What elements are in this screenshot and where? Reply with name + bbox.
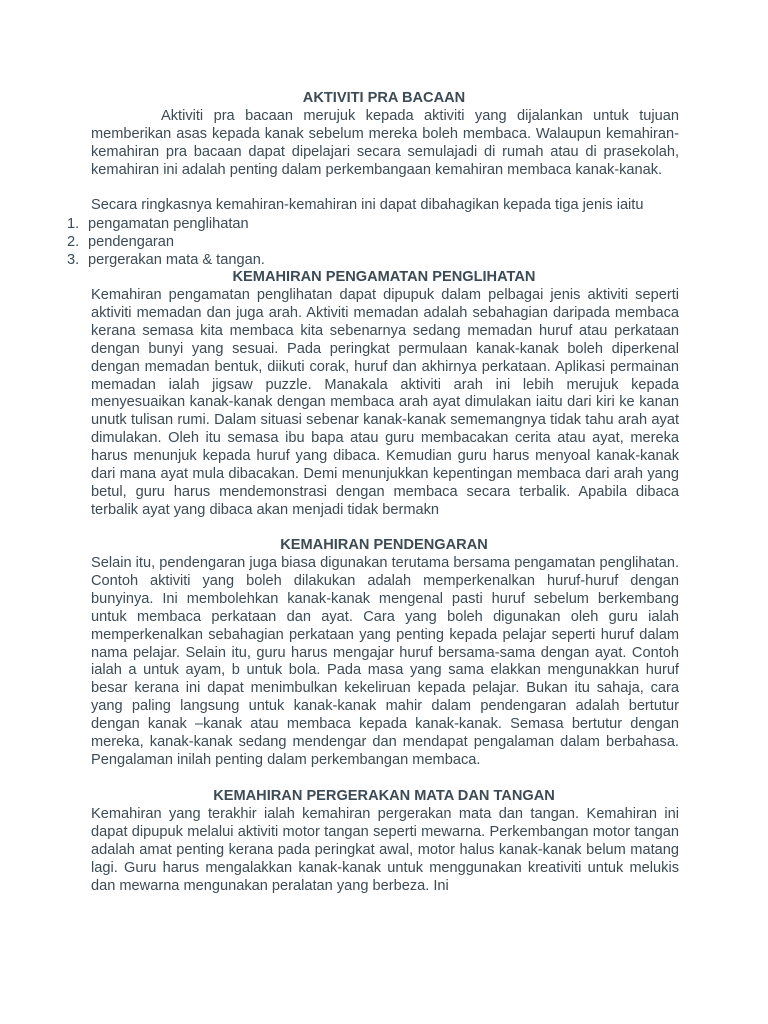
section-body-auditory: Selain itu, pendengaran juga biasa digunakan terutama bersama pengamatan penglihatan. Contoh aktiviti yang boleh dilakukan adalah memperkenalkan huruf-huruf dengan bunyinya. Ini membolehkan kanak-kanak mengenal pasti huruf sebelum berkembang untuk membaca perkataan dan ayat. Cara yang boleh digunakan oleh guru ialah memperkenalkan sebahagian perkataan yang penting kepada pelajar seperti huruf dalam nama pelajar. Selain itu, guru harus mengajar huruf bersama-sama dengan ayat. Contoh ialah a untuk ayam, b untuk bola. Pada masa yang sama elakkan mengunakkan huruf besar kerana ini dapat menimbulkan kekeliruan kepada pelajar. Bukan itu sahaja, cara yang paling langsung untuk kanak-kanak mahir dalam pendengaran adalah bertutur dengan kanak –kanak atau membaca kepada kanak-kanak. Semasa bertutur dengan mereka, kanak-kanak sedang mendengar dan mendapat pengalaman dalam berbahasa. Pengalaman inilah penting dalam perkembangan membaca. bbox=[91, 555, 679, 768]
page-title: AKTIVITI PRA BACAAN bbox=[302, 90, 466, 106]
summary-paragraph: Secara ringkasnya kemahiran-kemahiran ini dapat dibahagikan kepada tiga jenis iaitu bbox=[91, 197, 644, 213]
section-body-visual: Kemahiran pengamatan penglihatan dapat dipupuk dalam pelbagai jenis aktiviti seperti aktiviti memadan dan juga arah. Aktiviti memadan adalah sebahagian daripada membaca kerana semasa kita membaca kita sebenarnya sedang memadan huruf atau perkataan dengan bunyi yang sesuai. Pada peringkat permulaan kanak-kanak boleh diperkenal dengan memadan bentuk, diikuti corak, huruf dan akhirnya perkataan. Aplikasi permainan memadan ialah jigsaw puzzle. Manakala aktiviti arah ini lebih merujuk kepada menyesuaikan kanak-kanak dengan membaca arah ayat dimulakan iaitu dari kiri ke kanan unutk tulisan rumi. Dalam situasi sebenar kanak-kanak sememangnya tidak tahu arah ayat dimulakan. Oleh itu semasa ibu bapa atau guru membacakan cerita atau ayat, mereka harus menunjuk kepada huruf yang dibaca. Kemudian guru harus menyoal kanak-kanak dari mana ayat mula dibacakan. Demi menunjukkan kepentingan membaca dari arah yang betul, guru harus mendemonstrasi dengan membaca secara terbalik. Apabila dibaca terbalik ayat yang dibaca akan menjadi tidak bermakn bbox=[91, 287, 679, 518]
list-item-text: pengamatan penglihatan bbox=[88, 216, 249, 232]
list-number: 2. bbox=[67, 234, 80, 250]
list-item bbox=[67, 215, 265, 233]
section-heading-motor: KEMAHIRAN PERGERAKAN MATA DAN TANGAN bbox=[213, 788, 555, 804]
skills-list bbox=[67, 215, 265, 269]
section-heading-visual: KEMAHIRAN PENGAMATAN PENGLIHATAN bbox=[232, 269, 536, 285]
intro-paragraph: Aktiviti pra bacaan merujuk kepada aktiviti yang dijalankan untuk tujuan memberikan asas kepada kanak sebelum mereka boleh membaca. Walaupun kemahiran-kemahiran pra bacaan dapat dipelajari secara semulajadi di rumah atau di prasekolah, kemahiran ini adalah penting dalam perkembangaan kemahiran membaca kanak-kanak. bbox=[91, 108, 679, 178]
list-item bbox=[67, 251, 265, 269]
list-item-text: pergerakan mata & tangan. bbox=[88, 252, 265, 268]
list-number: 3. bbox=[67, 252, 80, 268]
list-number: 1. bbox=[67, 216, 80, 232]
list-item bbox=[67, 233, 265, 251]
list-item-text: pendengaran bbox=[88, 234, 175, 250]
section-body-motor: Kemahiran yang terakhir ialah kemahiran pergerakan mata dan tangan. Kemahiran ini dapat dipupuk melalui aktiviti motor tangan seperti mewarna. Perkembangan motor tangan adalah amat penting kerana pada peringkat awal, motor halus kanak-kanak belum matang lagi. Guru harus mengalakkan kanak-kanak untuk menggunakan kreativiti untuk melukis dan mewarna mengunakan peralatan yang berbeza. Ini bbox=[91, 806, 679, 894]
section-heading-auditory: KEMAHIRAN PENDENGARAN bbox=[280, 537, 488, 553]
